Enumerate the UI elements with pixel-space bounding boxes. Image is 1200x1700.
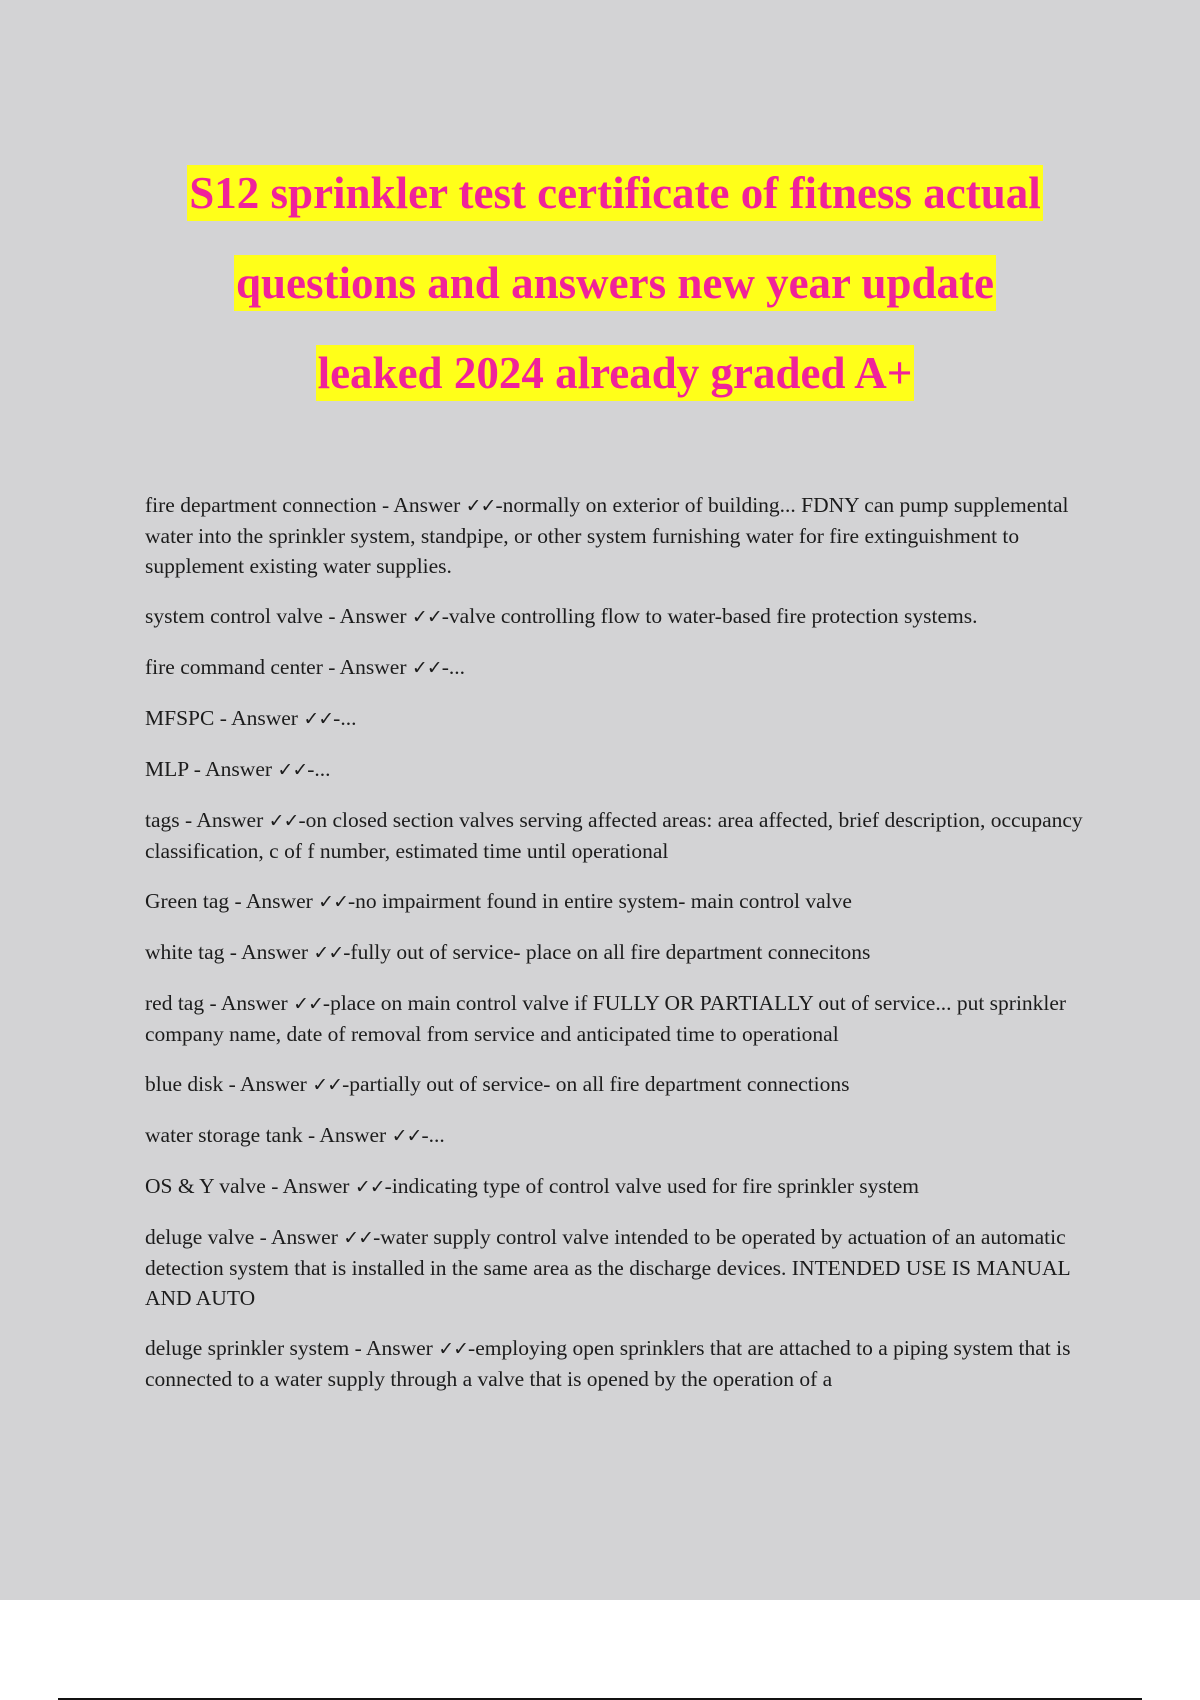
qa-definition: -water supply control valve intended to be operated by actuation of an automatic detection system that is installed in the same area as the discharge devices. INTENDED USE IS MANUAL AND AUTO xyxy=(145,1225,1070,1310)
answer-label: Answer xyxy=(393,493,461,517)
qa-definition: -valve controlling flow to water-based fire protection systems. xyxy=(441,604,978,628)
qa-entry xyxy=(145,1333,1095,1394)
double-check-icon: ✓✓ xyxy=(293,993,323,1015)
qa-entry xyxy=(145,703,1095,734)
title-line-2: questions and answers new year update xyxy=(234,255,996,311)
qa-definition: -no impairment found in entire system- main control valve xyxy=(348,889,852,913)
answer-label: Answer xyxy=(319,1123,387,1147)
double-check-icon: ✓✓ xyxy=(438,1338,469,1360)
qa-term: white tag - xyxy=(145,940,241,964)
answer-label: Answer xyxy=(205,757,273,781)
qa-term: MFSPC - xyxy=(145,706,231,730)
qa-entry xyxy=(145,886,1095,917)
qa-definition: -partially out of service- on all fire department connections xyxy=(342,1072,850,1096)
qa-entry xyxy=(145,1222,1095,1313)
qa-term: tags - xyxy=(145,808,196,832)
answer-label: Answer xyxy=(339,655,407,679)
answer-label: Answer xyxy=(270,1225,338,1249)
answer-label: Answer xyxy=(239,1072,307,1096)
double-check-icon: ✓✓ xyxy=(313,942,344,964)
answer-label: Answer xyxy=(220,991,288,1015)
double-check-icon: ✓✓ xyxy=(411,606,442,628)
qa-entry xyxy=(145,601,1095,632)
qa-term: fire department connection - xyxy=(145,493,393,517)
qa-term: OS & Y valve - xyxy=(145,1174,283,1198)
double-check-icon: ✓✓ xyxy=(354,1176,385,1198)
double-check-icon: ✓✓ xyxy=(343,1227,374,1249)
double-check-icon: ✓✓ xyxy=(391,1125,422,1147)
qa-definition: -... xyxy=(307,757,331,781)
double-check-icon: ✓✓ xyxy=(303,708,334,730)
qa-definition: -fully out of service- place on all fire department connecitons xyxy=(343,940,871,964)
qa-definition: -employing open sprinklers that are attached to a piping system that is connected to a water supply through a valve that is opened by the operation of a xyxy=(145,1336,1071,1391)
qa-definition: -... xyxy=(333,706,357,730)
qa-definition: -normally on exterior of building... FDNY can pump supplemental water into the sprinkler system, standpipe, or other system furnishing water for fire extinguishment to supplement existing water supplies. xyxy=(145,493,1069,578)
double-check-icon: ✓✓ xyxy=(312,1074,343,1096)
answer-label: Answer xyxy=(196,808,264,832)
qa-entry xyxy=(145,937,1095,968)
answer-label: Answer xyxy=(241,940,309,964)
qa-entry xyxy=(145,490,1095,581)
answer-label: Answer xyxy=(365,1336,433,1360)
qa-entry xyxy=(145,1171,1095,1202)
double-check-icon: ✓✓ xyxy=(411,657,442,679)
qa-term: deluge valve - xyxy=(145,1225,271,1249)
answer-label: Answer xyxy=(339,604,407,628)
double-check-icon: ✓✓ xyxy=(318,891,348,913)
qa-entry xyxy=(145,805,1095,866)
qa-definition: -indicating type of control valve used for fire sprinkler system xyxy=(384,1174,920,1198)
qa-entry xyxy=(145,652,1095,683)
qa-term: fire command center - xyxy=(145,655,340,679)
qa-term: blue disk - xyxy=(145,1072,240,1096)
qa-entry xyxy=(145,754,1095,785)
qa-definition: -on closed section valves serving affected areas: area affected, brief description, occupancy classification, c of f number, estimated time until operational xyxy=(145,808,1083,863)
qa-term: red tag - xyxy=(145,991,221,1015)
double-check-icon: ✓✓ xyxy=(268,810,299,832)
title-line-1: S12 sprinkler test certificate of fitness actual xyxy=(187,165,1042,221)
double-check-icon: ✓✓ xyxy=(465,495,496,517)
qa-term: water storage tank - xyxy=(145,1123,319,1147)
qa-definition: -... xyxy=(441,655,466,679)
title-line-3: leaked 2024 already graded A+ xyxy=(316,345,915,401)
answer-label: Answer xyxy=(282,1174,350,1198)
qa-definition: -... xyxy=(421,1123,445,1147)
answer-label: Answer xyxy=(245,889,313,913)
qa-entry xyxy=(145,1120,1095,1151)
qa-list xyxy=(145,490,1095,1414)
qa-entry xyxy=(145,1069,1095,1100)
answer-label: Answer xyxy=(231,706,298,730)
qa-term: system control valve - xyxy=(145,604,340,628)
qa-entry xyxy=(145,988,1095,1049)
qa-term: Green tag - xyxy=(145,889,246,913)
qa-term: deluge sprinkler system - xyxy=(145,1336,366,1360)
qa-definition: -place on main control valve if FULLY OR PARTIALLY out of service... put sprinkler company name, date of removal from service and anticipated time to operational xyxy=(145,991,1067,1046)
double-check-icon: ✓✓ xyxy=(277,759,308,781)
qa-term: MLP - xyxy=(145,757,205,781)
document-title xyxy=(140,165,1090,435)
